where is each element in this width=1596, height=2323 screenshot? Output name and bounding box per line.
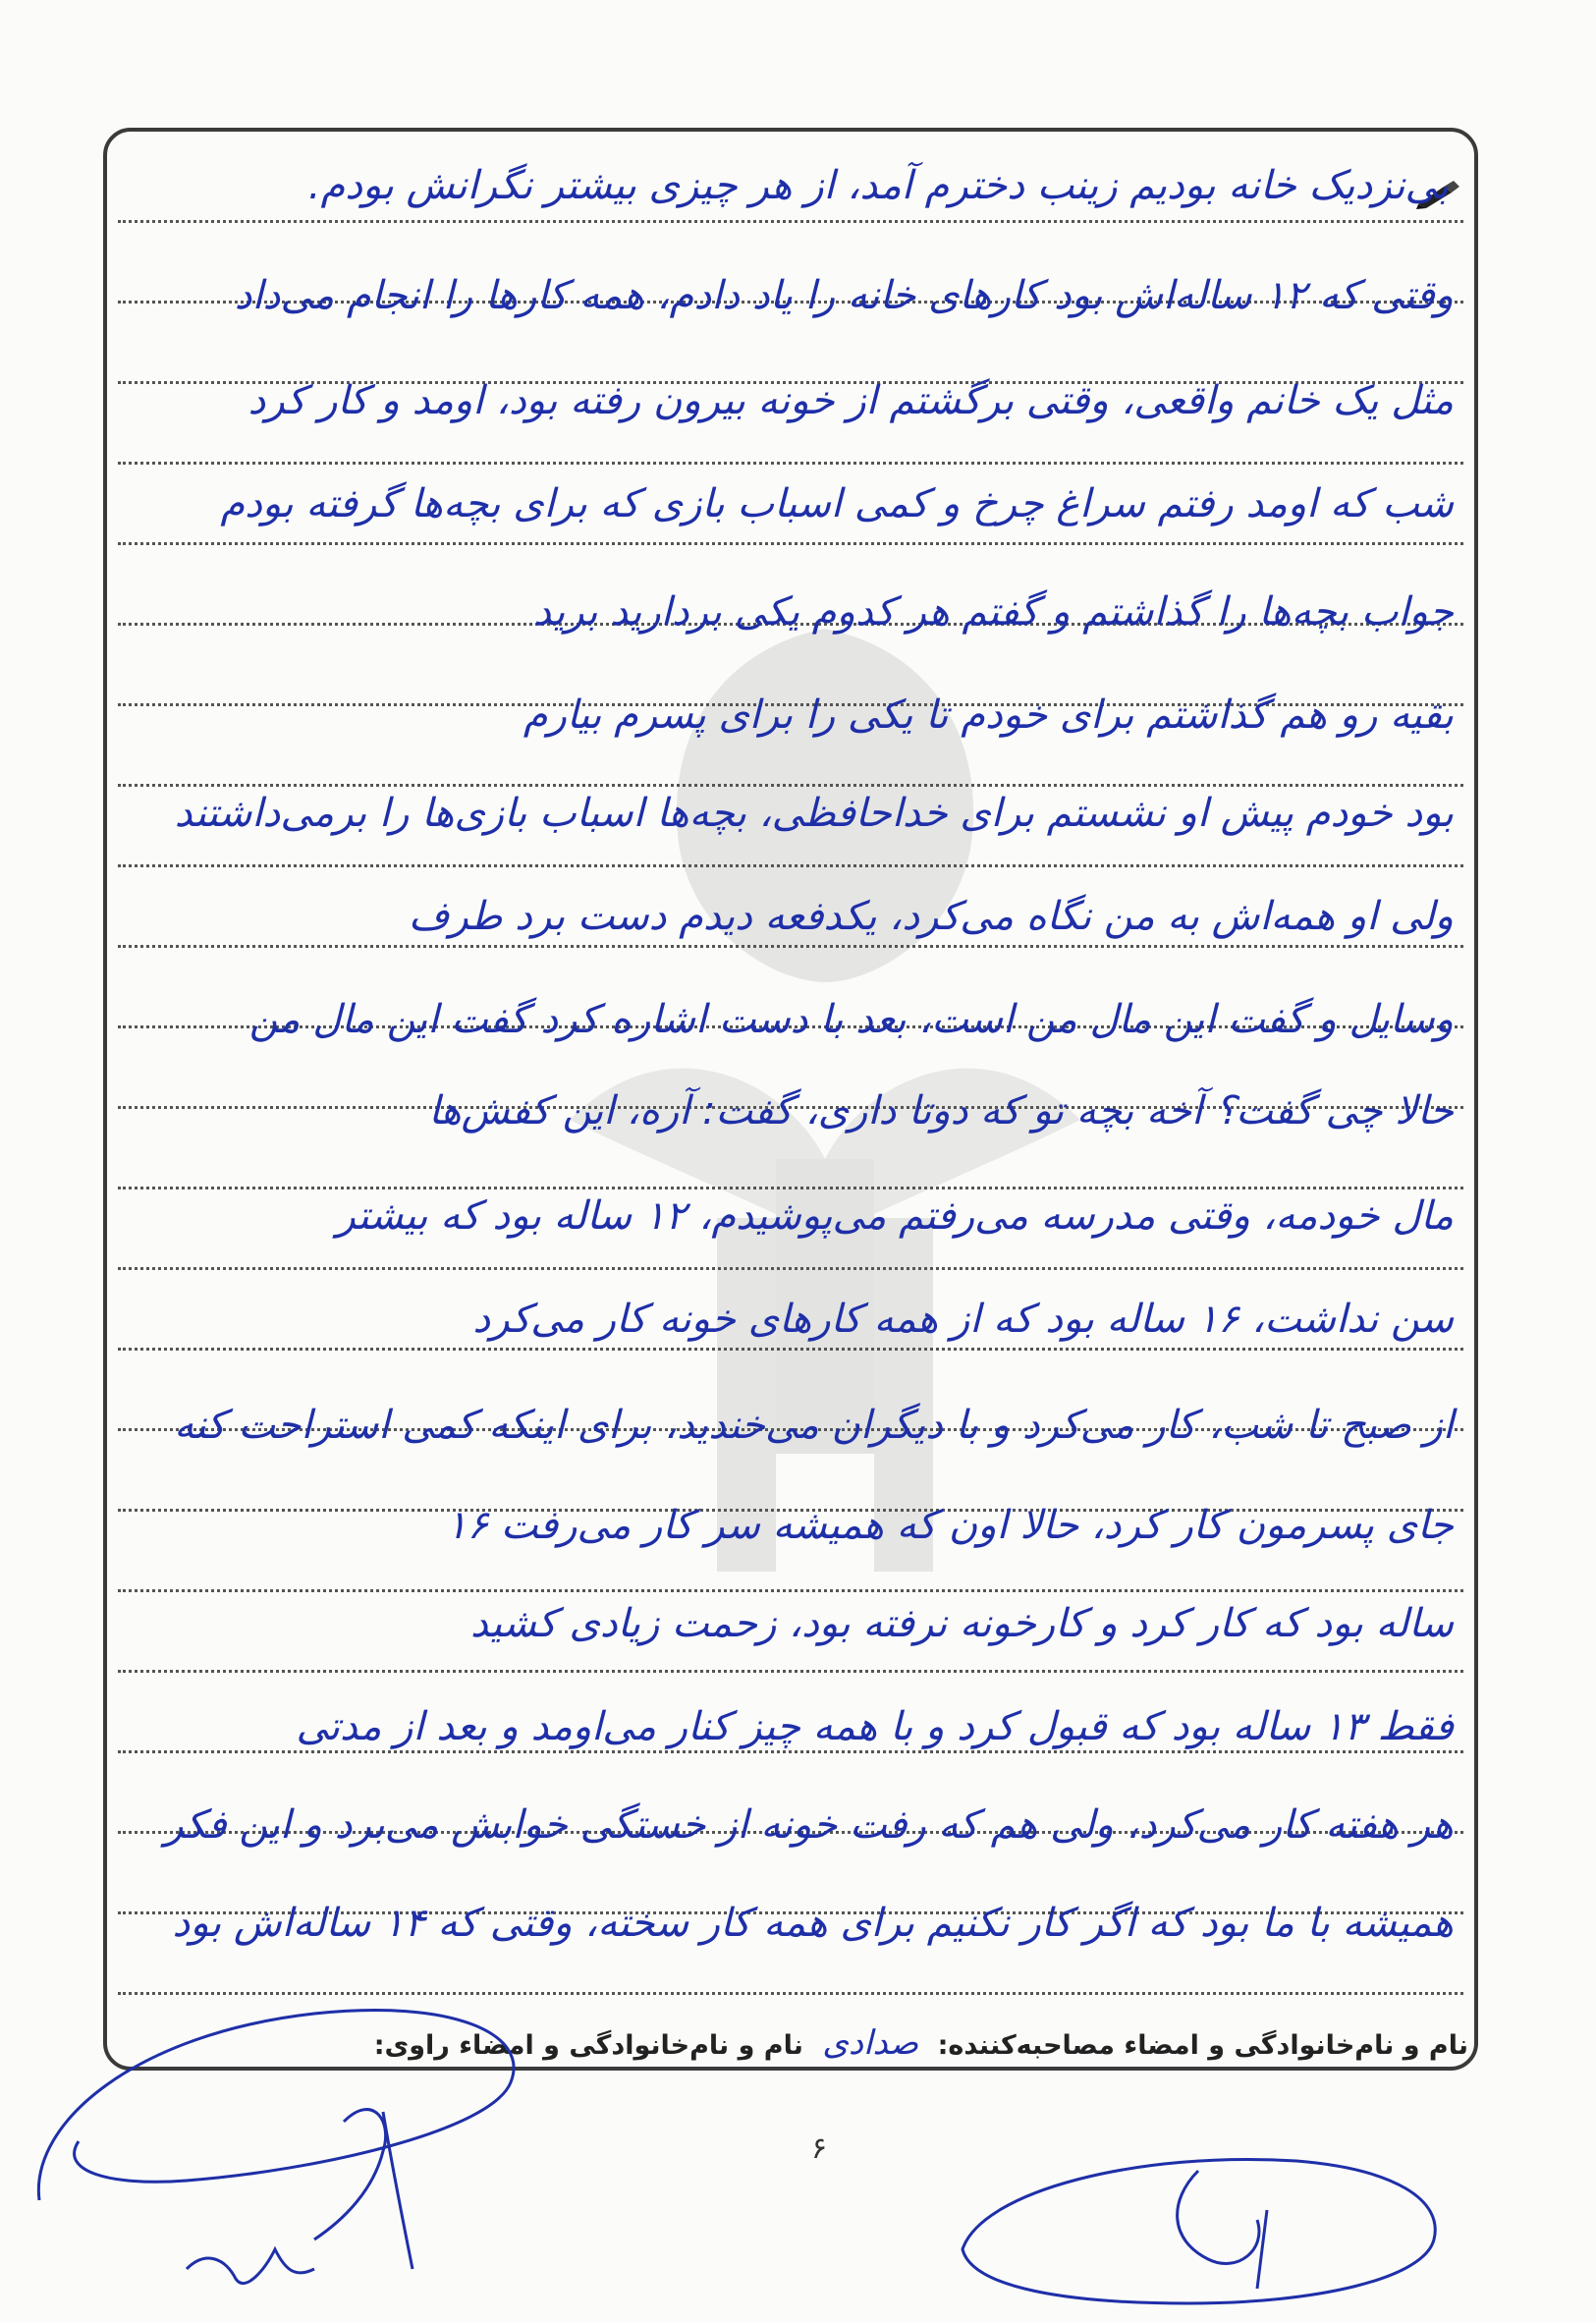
narrator-signature <box>20 1974 570 2308</box>
handwritten-line: بود خودم پیش او نشستم برای خداحافظی، بچه‌ها اسباب بازی‌ها را برمی‌داشتند <box>174 791 1454 836</box>
ruled-line <box>118 1187 1463 1189</box>
ruled-line <box>118 1267 1463 1270</box>
handwritten-line: حالا چی گفت؟ آخه بچه تو که دوتا داری، گفت: آره، این کفش‌ها <box>428 1088 1454 1134</box>
handwritten-line: بقیه رو هم گذاشتم برای خودم تا یکی را برای پسرم بیارم <box>523 692 1454 738</box>
handwritten-line: مثل یک خانم واقعی، وقتی برگشتم از خونه بیرون رفته بود، اومد و کار کرد <box>248 378 1454 423</box>
handwritten-line: وقتی که ۱۲ ساله‌اش بود کارهای خانه را یاد دادم، همه کارها را انجام می‌داد <box>234 273 1454 318</box>
handwritten-line: ساله بود که کار کرد و کارخونه نرفته بود، زحمت زیادی کشید <box>470 1601 1454 1646</box>
handwritten-line: جواب بچه‌ها را گذاشتم و گفتم هر کدوم یکی بردارید برید <box>533 589 1454 635</box>
ruled-line <box>118 462 1463 465</box>
ruled-line <box>118 1589 1463 1592</box>
narrator-label: نام و نام‌خانوادگی و امضاء راوی: <box>373 2030 803 2061</box>
handwritten-line: مال خودمه، وقتی مدرسه می‌رفتم می‌پوشیدم، ۱۲ ساله بود که بیشتر <box>336 1193 1454 1239</box>
handwritten-line: جای پسرمون کار کرد، حالا اون که همیشه سر کار می‌رفت ۱۶ <box>446 1503 1454 1548</box>
handwritten-line: هر هفته کار می‌کرد، ولی هم که رفت خونه از خستگی خوابش می‌برد و این فکر <box>164 1802 1454 1848</box>
interviewer-signature <box>943 2131 1454 2318</box>
handwritten-line: وسایل و گفت این مال من است، بعد با دست اشاره کرد گفت این مال من <box>248 997 1454 1042</box>
page-number: ۶ <box>811 2131 828 2166</box>
handwritten-line: همیشه با ما بود که اگر کار نکنیم برای همه کار سخته، وقتی که ۱۴ ساله‌اش بود <box>172 1901 1454 1946</box>
ruled-line <box>118 784 1463 787</box>
handwritten-line: فقط ۱۳ ساله بود که قبول کرد و با همه چیز کنار می‌اومد و بعد از مدتی <box>296 1704 1454 1749</box>
handwritten-line: بی‌نزدیک خانه بودیم زینب دخترم آمد، از هر چیزی بیشتر نگرانش بودم. <box>307 163 1449 208</box>
interviewer-name: صدادی <box>822 2023 919 2063</box>
ruled-line <box>118 864 1463 867</box>
handwritten-line: ولی او همه‌اش به من نگاه می‌کرد، یکدفعه دیدم دست برد طرف <box>409 894 1454 939</box>
ruled-line <box>118 1670 1463 1673</box>
handwritten-line: سن نداشت، ۱۶ ساله بود که از همه کارهای خونه کار می‌کرد <box>472 1297 1454 1342</box>
interviewer-label: نام و نام‌خانوادگی و امضاء مصاحبه‌کننده: <box>937 2030 1468 2061</box>
handwritten-line: از صبح تا شب، کار می‌کرد و با دیگران می‌خندید، برای اینکه کمی استراحت کنه <box>174 1403 1454 1448</box>
handwritten-line: شب که اومد رفتم سراغ چرخ و کمی اسباب بازی که برای بچه‌ها گرفته بودم <box>220 481 1454 526</box>
